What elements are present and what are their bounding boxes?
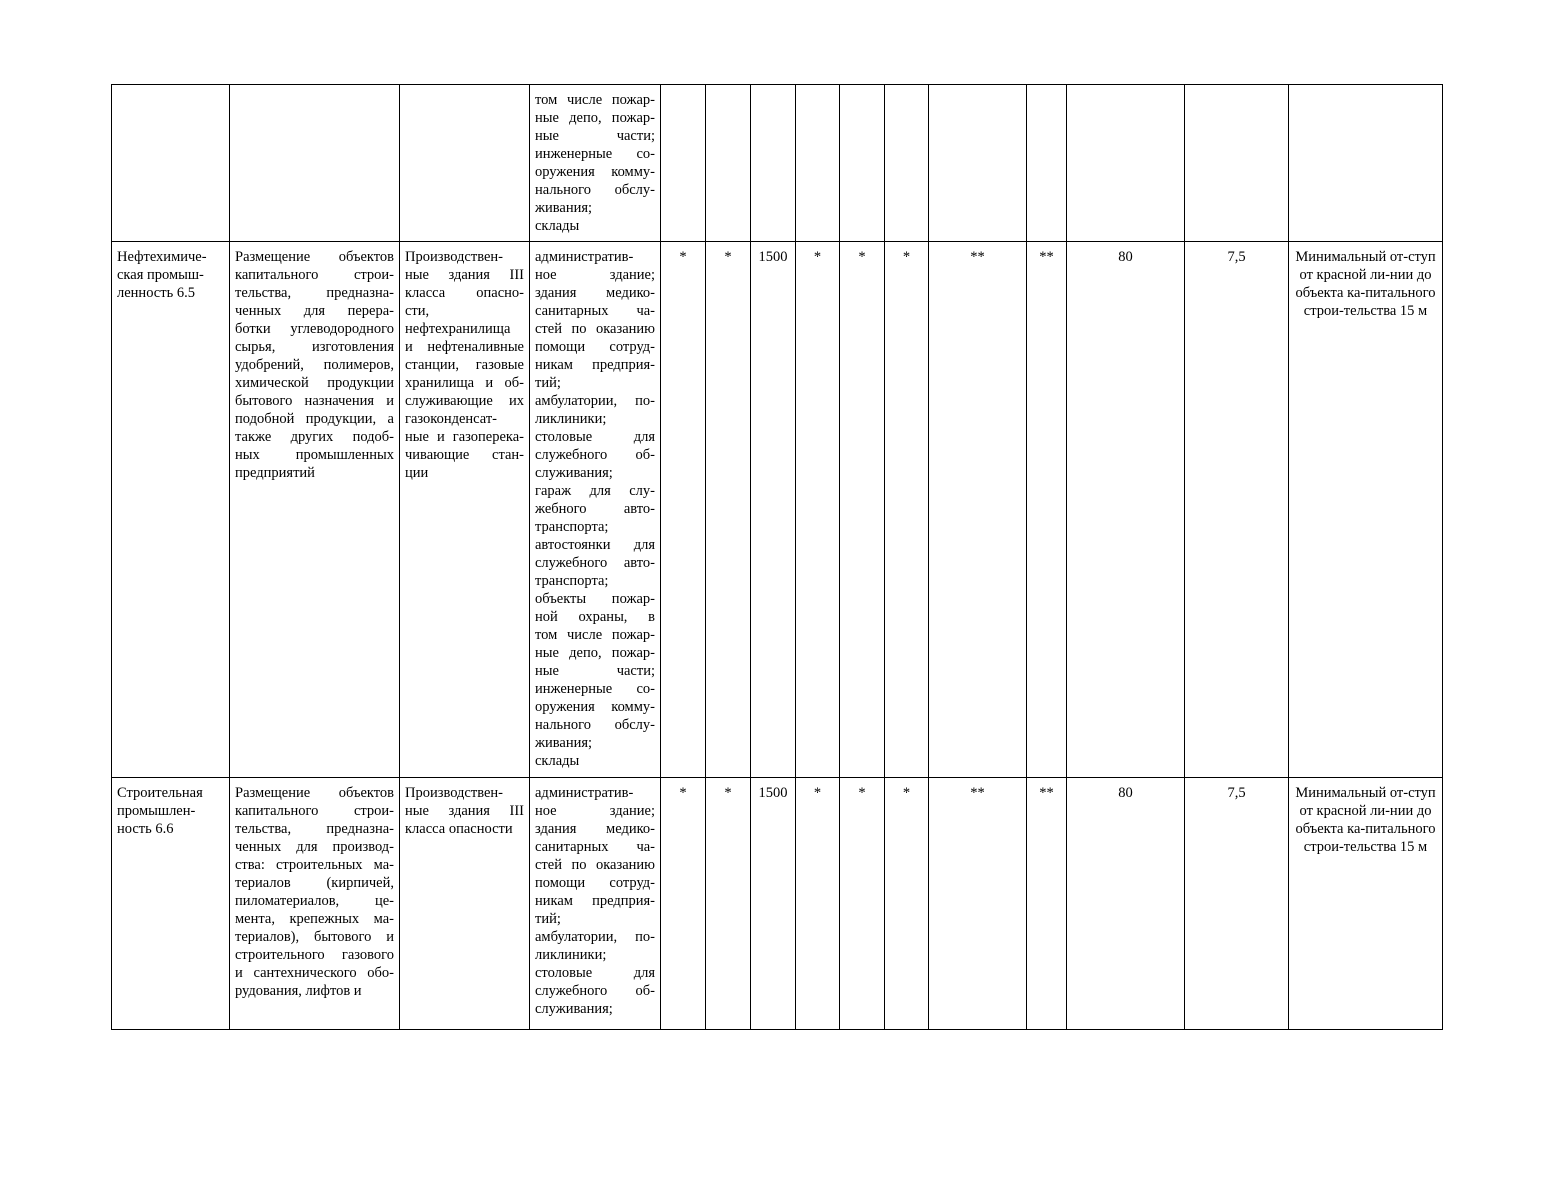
note-cell — [1289, 85, 1443, 242]
text-line: ные депо, пожар- — [535, 110, 655, 126]
parameter-value-cell: * — [885, 242, 929, 778]
text-line: удобрений, полимеров, — [235, 357, 394, 373]
text-line: териалов (кирпичей, — [235, 875, 394, 891]
text-line: рудования, лифтов и — [235, 983, 362, 999]
text-line: также других подоб- — [235, 429, 394, 445]
parameter-value-cell — [1067, 85, 1185, 242]
land-use-description-cell — [230, 778, 400, 1030]
parameter-value-cell: * — [796, 778, 840, 1030]
text-line: ликлиники; — [535, 411, 607, 427]
parameter-value-cell: 1500 — [751, 778, 796, 1030]
text-line: столовые для — [535, 965, 655, 981]
text-line: сырья, изготовления — [235, 339, 394, 355]
text-line: ные части; — [535, 663, 655, 679]
text-line: санитарных ча- — [535, 303, 655, 319]
land-use-name-cell: Строительная промышлен-ность 6.6 — [112, 778, 230, 1030]
text-line: склады — [535, 753, 580, 769]
text-line: чивающие стан- — [405, 447, 524, 463]
text-line: ные депо, пожар- — [535, 645, 655, 661]
text-line: жебного авто- — [535, 501, 655, 517]
text-line: здания медико- — [535, 821, 655, 837]
text-line: объекты пожар- — [535, 591, 655, 607]
parameter-value-cell — [929, 85, 1027, 242]
text-line: Размещение объектов — [235, 785, 394, 801]
text-line: никам предприя- — [535, 357, 655, 373]
text-line: гараж для слу- — [535, 483, 655, 499]
table-row — [112, 85, 1443, 242]
text-line: том числе пожар- — [535, 92, 655, 108]
parameter-value-cell — [1027, 85, 1067, 242]
text-line: ции — [405, 465, 429, 481]
text-line: мента, крепежных ма- — [235, 911, 394, 927]
parameter-value-cell: * — [796, 242, 840, 778]
text-line: ных промышленных — [235, 447, 394, 463]
text-line: ной охраны, в — [535, 609, 655, 625]
table-row — [112, 242, 1443, 778]
text-line: и сантехнического обо- — [235, 965, 394, 981]
parameter-value-cell — [796, 85, 840, 242]
text-line: служивания; — [535, 1001, 613, 1017]
note-cell: Минимальный от-ступ от красной ли-нии до объекта ка-питального строи-тельства 15 м — [1289, 242, 1443, 778]
text-line: тельства, предназна- — [235, 821, 394, 837]
text-line: помощи сотруд- — [535, 875, 655, 891]
text-line: служивания; — [535, 465, 613, 481]
text-line: нефтехранилища — [405, 321, 511, 337]
text-line: ное здание; — [535, 267, 655, 283]
text-line: живания; — [535, 735, 593, 751]
parameter-value-cell — [1185, 85, 1289, 242]
parameter-value-cell: ** — [1027, 242, 1067, 778]
regulations-table — [111, 84, 1443, 1030]
text-line: химической продукции — [235, 375, 394, 391]
text-line: станции, газовые — [405, 357, 524, 373]
text-line: предприятий — [235, 465, 315, 481]
text-line: подобной продукции, а — [235, 411, 394, 427]
text-line: тельства, предназна- — [235, 285, 394, 301]
text-line: тий; — [535, 911, 561, 927]
text-line: капитального строи- — [235, 803, 394, 819]
parameter-value-cell — [840, 85, 885, 242]
parameter-value-cell: * — [661, 242, 706, 778]
text-line: ства: строительных ма- — [235, 857, 394, 873]
text-line: Производствен- — [405, 785, 503, 801]
text-line: капитального строи- — [235, 267, 394, 283]
land-use-description-cell — [230, 242, 400, 778]
text-line: транспорта; — [535, 573, 609, 589]
text-line: санитарных ча- — [535, 839, 655, 855]
text-line: ные и газоперека- — [405, 429, 524, 445]
text-line: ные части; — [535, 128, 655, 144]
land-use-name-cell — [112, 85, 230, 242]
text-line: административ- — [535, 785, 634, 801]
text-line: административ- — [535, 249, 634, 265]
note-cell: Минимальный от-ступ от красной ли-нии до объекта ка-питального строи-тельства 15 м — [1289, 778, 1443, 1030]
parameter-value-cell: 1500 — [751, 242, 796, 778]
parameter-value-cell: * — [706, 242, 751, 778]
text-line: живания; — [535, 200, 593, 216]
text-line: служебного об- — [535, 983, 655, 999]
text-line: никам предприя- — [535, 893, 655, 909]
text-line: инженерные со- — [535, 681, 655, 697]
text-line: нального обслу- — [535, 182, 655, 198]
text-line: ботки углеводородного — [235, 321, 394, 337]
text-line: тий; — [535, 375, 561, 391]
text-line: ликлиники; — [535, 947, 607, 963]
text-line: териалов), бытового и — [235, 929, 394, 945]
parameter-value-cell — [885, 85, 929, 242]
text-line: служебного авто- — [535, 555, 655, 571]
text-line: бытового назначения и — [235, 393, 394, 409]
main-objects-cell — [400, 85, 530, 242]
text-line: ченных для перера- — [235, 303, 394, 319]
parameter-value-cell: * — [840, 242, 885, 778]
table-row — [112, 778, 1443, 1030]
main-objects-cell — [400, 778, 530, 1030]
text-line: Размещение объектов — [235, 249, 394, 265]
text-line: автостоянки для — [535, 537, 655, 553]
auxiliary-objects-cell — [530, 778, 661, 1030]
parameter-value-cell: * — [840, 778, 885, 1030]
text-line: оружения комму- — [535, 699, 655, 715]
text-line: и нефтеналивные — [405, 339, 524, 355]
text-line: амбулатории, по- — [535, 393, 655, 409]
auxiliary-objects-cell — [530, 242, 661, 778]
text-line: столовые для — [535, 429, 655, 445]
parameter-value-cell: ** — [1027, 778, 1067, 1030]
text-line: том числе пожар- — [535, 627, 655, 643]
auxiliary-objects-cell — [530, 85, 661, 242]
text-line: ные здания III — [405, 267, 524, 283]
text-line: ное здание; — [535, 803, 655, 819]
text-line: инженерные со- — [535, 146, 655, 162]
land-use-name-cell: Нефтехимиче-ская промыш-ленность 6.5 — [112, 242, 230, 778]
text-line: Производствен- — [405, 249, 503, 265]
text-line: стей по оказанию — [535, 857, 655, 873]
parameter-value-cell — [661, 85, 706, 242]
text-line: помощи сотруд- — [535, 339, 655, 355]
text-line: амбулатории, по- — [535, 929, 655, 945]
text-line: строительного газового — [235, 947, 394, 963]
text-line: транспорта; — [535, 519, 609, 535]
parameter-value-cell: 7,5 — [1185, 778, 1289, 1030]
text-line: ченных для производ- — [235, 839, 394, 855]
parameter-value-cell: * — [885, 778, 929, 1030]
text-line: стей по оказанию — [535, 321, 655, 337]
text-line: служивающие их — [405, 393, 524, 409]
parameter-value-cell: ** — [929, 778, 1027, 1030]
main-objects-cell — [400, 242, 530, 778]
parameter-value-cell: * — [661, 778, 706, 1030]
text-line: служебного об- — [535, 447, 655, 463]
parameter-value-cell — [751, 85, 796, 242]
text-line: оружения комму- — [535, 164, 655, 180]
text-line: газоконденсат- — [405, 411, 498, 427]
text-line: здания медико- — [535, 285, 655, 301]
text-line: нального обслу- — [535, 717, 655, 733]
text-line: ные здания III — [405, 803, 524, 819]
parameter-value-cell: ** — [929, 242, 1027, 778]
land-use-description-cell — [230, 85, 400, 242]
text-line: класса опасности — [405, 821, 513, 837]
parameter-value-cell — [706, 85, 751, 242]
text-line: класса опасно- — [405, 285, 524, 301]
text-line: сти, — [405, 303, 430, 319]
parameter-value-cell: * — [706, 778, 751, 1030]
parameter-value-cell: 80 — [1067, 242, 1185, 778]
parameter-value-cell: 80 — [1067, 778, 1185, 1030]
parameter-value-cell: 7,5 — [1185, 242, 1289, 778]
text-line: хранилища и об- — [405, 375, 524, 391]
text-line: пиломатериалов, це- — [235, 893, 394, 909]
text-line: склады — [535, 218, 580, 234]
